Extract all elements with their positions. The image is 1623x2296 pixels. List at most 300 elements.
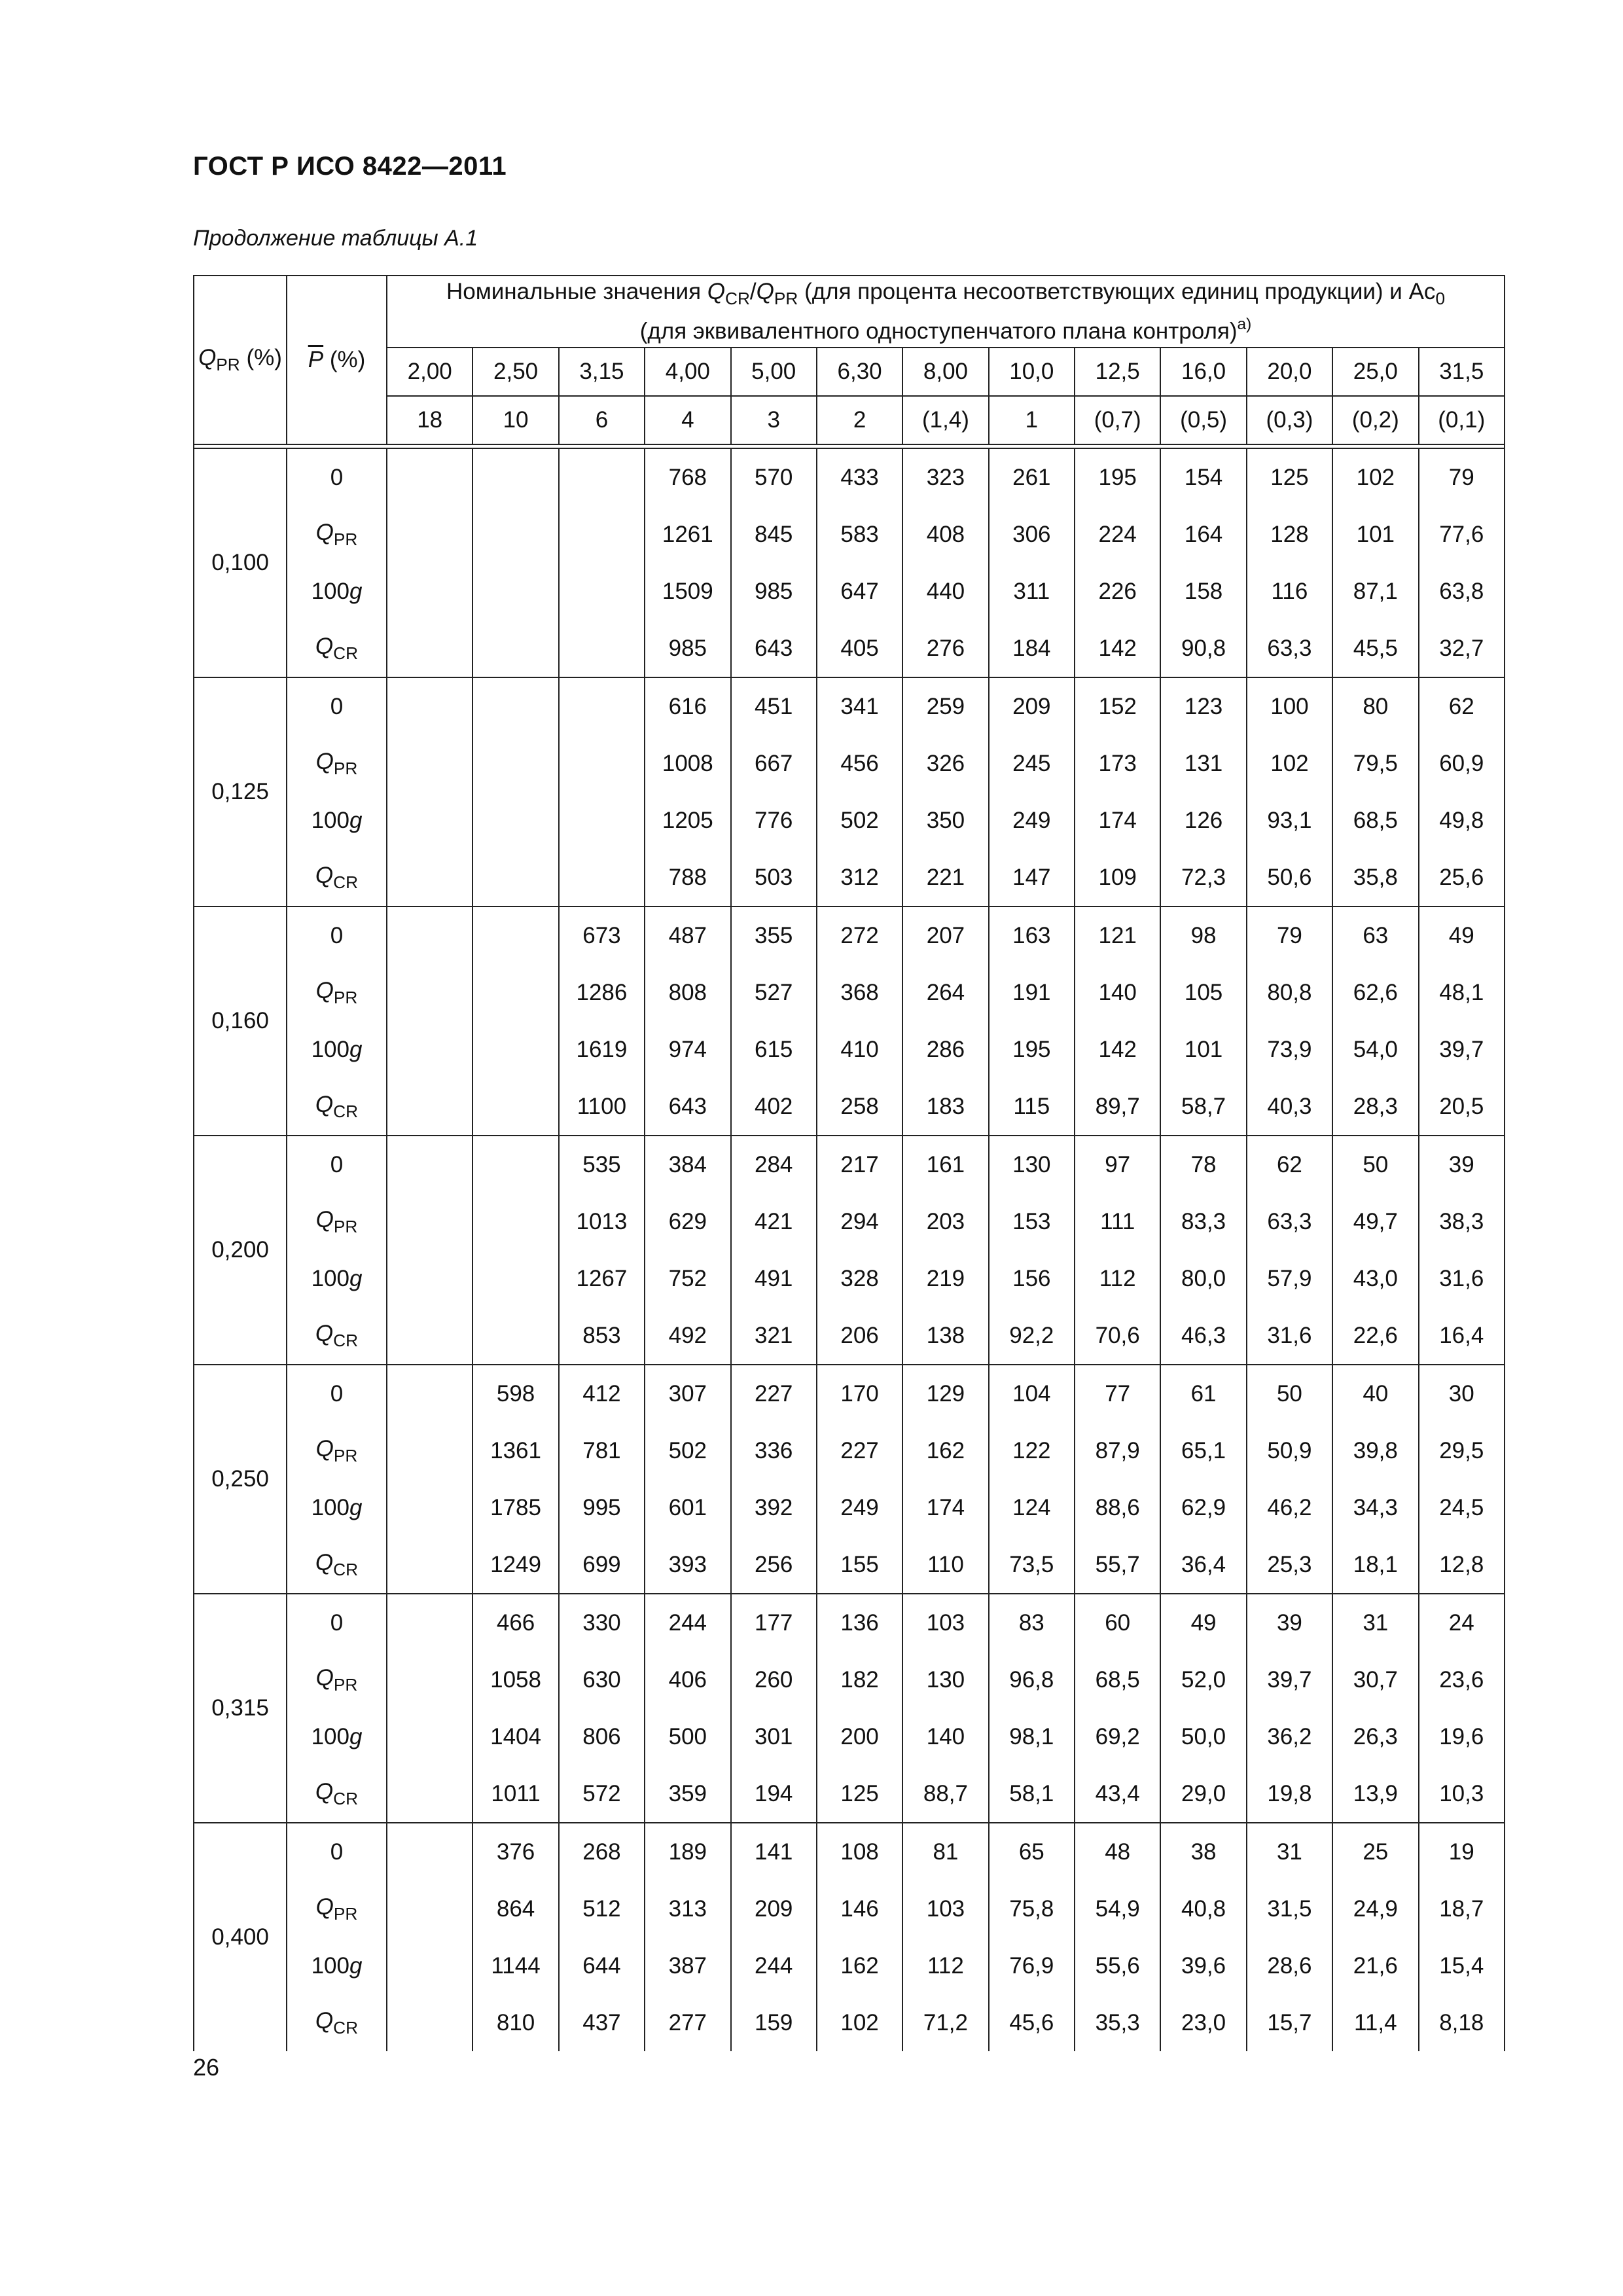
value-cell: 130 — [902, 1651, 988, 1708]
value-cell: 643 — [645, 1078, 730, 1136]
row-label-cell: 100g — [287, 792, 387, 849]
value-cell: 182 — [817, 1651, 902, 1708]
value-cell: 101 — [1160, 1021, 1246, 1078]
value-cell — [387, 1307, 473, 1365]
row-label-cell: $Q_{CR}$ — [287, 620, 387, 677]
value-cell — [387, 1880, 473, 1937]
value-cell: 136 — [817, 1594, 902, 1651]
value-cell: 307 — [645, 1365, 730, 1422]
value-cell: 60 — [1075, 1594, 1160, 1651]
value-cell — [473, 792, 558, 849]
ac-header-cell: (0,3) — [1247, 396, 1332, 444]
value-cell: 170 — [817, 1365, 902, 1422]
value-cell: 63,8 — [1419, 563, 1505, 620]
value-cell: 65,1 — [1160, 1422, 1246, 1479]
value-cell: 18,7 — [1419, 1880, 1505, 1937]
value-cell: 249 — [989, 792, 1075, 849]
value-cell: 355 — [731, 906, 817, 964]
value-cell: 62,9 — [1160, 1479, 1246, 1536]
value-cell: 75,8 — [989, 1880, 1075, 1937]
value-cell: 38 — [1160, 1823, 1246, 1880]
value-cell: 788 — [645, 849, 730, 906]
value-cell: 147 — [989, 849, 1075, 906]
value-cell: 38,3 — [1419, 1193, 1505, 1250]
value-cell: 503 — [731, 849, 817, 906]
row-label-cell: 100g — [287, 1021, 387, 1078]
value-cell: 359 — [645, 1765, 730, 1823]
value-cell: 502 — [817, 792, 902, 849]
value-cell: 79,5 — [1332, 735, 1418, 792]
table-row — [194, 1250, 1505, 1307]
table-row — [194, 1651, 1505, 1708]
value-cell: 1286 — [559, 964, 645, 1021]
value-cell — [559, 506, 645, 563]
value-cell: 699 — [559, 1536, 645, 1594]
value-cell: 173 — [1075, 735, 1160, 792]
value-cell: 328 — [817, 1250, 902, 1307]
value-cell: 12,8 — [1419, 1536, 1505, 1594]
value-cell: 1261 — [645, 506, 730, 563]
table-row — [194, 1365, 1505, 1422]
value-cell: 61 — [1160, 1365, 1246, 1422]
row-label-cell: $Q_{PR}$ — [287, 964, 387, 1021]
value-cell: 58,1 — [989, 1765, 1075, 1823]
value-cell: 1267 — [559, 1250, 645, 1307]
value-cell — [473, 620, 558, 677]
ratio-header-cell: 10,0 — [989, 348, 1075, 396]
table-body — [194, 448, 1505, 2051]
value-cell: 58,7 — [1160, 1078, 1246, 1136]
value-cell: 583 — [817, 506, 902, 563]
value-cell: 433 — [817, 448, 902, 506]
value-cell: 1144 — [473, 1937, 558, 1994]
value-cell: 406 — [645, 1651, 730, 1708]
value-cell: 276 — [902, 620, 988, 677]
value-cell: 46,2 — [1247, 1479, 1332, 1536]
value-cell — [559, 448, 645, 506]
value-cell: 81 — [902, 1823, 988, 1880]
value-cell: 73,5 — [989, 1536, 1075, 1594]
value-cell: 112 — [902, 1937, 988, 1994]
value-cell: 89,7 — [1075, 1078, 1160, 1136]
value-cell: 155 — [817, 1536, 902, 1594]
value-cell: 974 — [645, 1021, 730, 1078]
value-cell: 100 — [1247, 677, 1332, 735]
value-cell: 864 — [473, 1880, 558, 1937]
value-cell: 141 — [731, 1823, 817, 1880]
ratio-header-cell: 12,5 — [1075, 348, 1160, 396]
qpr-group-cell: 0,200 — [194, 1136, 287, 1365]
value-cell — [473, 1250, 558, 1307]
value-cell: 87,1 — [1332, 563, 1418, 620]
value-cell: 62 — [1247, 1136, 1332, 1193]
row-label-cell: 0 — [287, 1594, 387, 1651]
value-cell: 88,7 — [902, 1765, 988, 1823]
value-cell: 125 — [817, 1765, 902, 1823]
value-cell: 294 — [817, 1193, 902, 1250]
row-label-cell: $Q_{PR}$ — [287, 1422, 387, 1479]
value-cell: 83 — [989, 1594, 1075, 1651]
value-cell: 109 — [1075, 849, 1160, 906]
value-cell: 43,0 — [1332, 1250, 1418, 1307]
table-row — [194, 1479, 1505, 1536]
value-cell — [387, 1250, 473, 1307]
ratio-header-cell: 2,50 — [473, 348, 558, 396]
value-cell: 23,6 — [1419, 1651, 1505, 1708]
value-cell — [473, 506, 558, 563]
value-cell: 277 — [645, 1994, 730, 2051]
value-cell: 24,5 — [1419, 1479, 1505, 1536]
value-cell: 18,1 — [1332, 1536, 1418, 1594]
ac-header-cell: 2 — [817, 396, 902, 444]
row-label-cell: 100g — [287, 563, 387, 620]
row-label-cell: $Q_{PR}$ — [287, 1880, 387, 1937]
value-cell: 1013 — [559, 1193, 645, 1250]
value-cell: 57,9 — [1247, 1250, 1332, 1307]
value-cell: 1404 — [473, 1708, 558, 1765]
table-row — [194, 563, 1505, 620]
value-cell: 350 — [902, 792, 988, 849]
ac-header-cell: 3 — [731, 396, 817, 444]
value-cell: 203 — [902, 1193, 988, 1250]
ratio-header-cell: 2,00 — [387, 348, 473, 396]
value-cell: 177 — [731, 1594, 817, 1651]
value-cell: 437 — [559, 1994, 645, 2051]
value-cell: 126 — [1160, 792, 1246, 849]
value-cell: 63,3 — [1247, 620, 1332, 677]
value-cell: 466 — [473, 1594, 558, 1651]
value-cell — [387, 1021, 473, 1078]
value-cell: 336 — [731, 1422, 817, 1479]
table-row — [194, 1594, 1505, 1651]
value-cell: 1785 — [473, 1479, 558, 1536]
value-cell — [473, 448, 558, 506]
ac-header-cell: (0,5) — [1160, 396, 1246, 444]
value-cell: 36,2 — [1247, 1708, 1332, 1765]
value-cell: 163 — [989, 906, 1075, 964]
value-cell: 102 — [1247, 735, 1332, 792]
row-label-cell: 0 — [287, 1823, 387, 1880]
value-cell: 19 — [1419, 1823, 1505, 1880]
value-cell: 10,3 — [1419, 1765, 1505, 1823]
qpr-group-cell: 0,250 — [194, 1365, 287, 1594]
value-cell: 183 — [902, 1078, 988, 1136]
value-cell: 24,9 — [1332, 1880, 1418, 1937]
value-cell: 227 — [731, 1365, 817, 1422]
value-cell: 260 — [731, 1651, 817, 1708]
ratio-header-cell: 6,30 — [817, 348, 902, 396]
value-cell: 1619 — [559, 1021, 645, 1078]
row-label-cell: $Q_{PR}$ — [287, 506, 387, 563]
table-row — [194, 735, 1505, 792]
value-cell: 601 — [645, 1479, 730, 1536]
value-cell: 130 — [989, 1136, 1075, 1193]
value-cell: 341 — [817, 677, 902, 735]
row-label-cell: 0 — [287, 1365, 387, 1422]
data-table — [193, 275, 1505, 2051]
value-cell: 79 — [1247, 906, 1332, 964]
value-cell — [559, 677, 645, 735]
value-cell: 161 — [902, 1136, 988, 1193]
table-row — [194, 1823, 1505, 1880]
value-cell: 62,6 — [1332, 964, 1418, 1021]
value-cell: 156 — [989, 1250, 1075, 1307]
value-cell: 70,6 — [1075, 1307, 1160, 1365]
table-row — [194, 1078, 1505, 1136]
value-cell: 412 — [559, 1365, 645, 1422]
value-cell: 65 — [989, 1823, 1075, 1880]
row-label-cell: $Q_{CR}$ — [287, 1307, 387, 1365]
value-cell: 224 — [1075, 506, 1160, 563]
value-cell — [559, 792, 645, 849]
qpr-group-cell: 0,125 — [194, 677, 287, 906]
value-cell: 83,3 — [1160, 1193, 1246, 1250]
value-cell — [387, 1365, 473, 1422]
value-cell: 39,7 — [1419, 1021, 1505, 1078]
value-cell: 50,9 — [1247, 1422, 1332, 1479]
value-cell: 312 — [817, 849, 902, 906]
value-cell: 76,9 — [989, 1937, 1075, 1994]
table-row — [194, 1994, 1505, 2051]
value-cell: 142 — [1075, 620, 1160, 677]
value-cell: 111 — [1075, 1193, 1160, 1250]
value-cell: 71,2 — [902, 1994, 988, 2051]
value-cell: 326 — [902, 735, 988, 792]
value-cell: 131 — [1160, 735, 1246, 792]
ac-header-cell: 4 — [645, 396, 730, 444]
value-cell: 60,9 — [1419, 735, 1505, 792]
value-cell: 1205 — [645, 792, 730, 849]
value-cell: 35,3 — [1075, 1994, 1160, 2051]
table-row — [194, 1880, 1505, 1937]
value-cell: 1249 — [473, 1536, 558, 1594]
value-cell: 35,8 — [1332, 849, 1418, 906]
value-cell: 527 — [731, 964, 817, 1021]
value-cell: 102 — [817, 1994, 902, 2051]
value-cell: 301 — [731, 1708, 817, 1765]
value-cell: 49,7 — [1332, 1193, 1418, 1250]
value-cell: 31 — [1332, 1594, 1418, 1651]
value-cell: 19,6 — [1419, 1708, 1505, 1765]
value-cell — [387, 1479, 473, 1536]
value-cell: 103 — [902, 1594, 988, 1651]
table-row — [194, 1136, 1505, 1193]
value-cell: 80,0 — [1160, 1250, 1246, 1307]
value-cell: 25,3 — [1247, 1536, 1332, 1594]
value-cell — [559, 735, 645, 792]
value-cell — [473, 906, 558, 964]
table-row — [194, 1937, 1505, 1994]
value-cell: 195 — [1075, 448, 1160, 506]
value-cell: 570 — [731, 448, 817, 506]
value-cell: 31,6 — [1247, 1307, 1332, 1365]
value-cell: 492 — [645, 1307, 730, 1365]
value-cell: 125 — [1247, 448, 1332, 506]
row-label-cell: 0 — [287, 677, 387, 735]
value-cell — [559, 563, 645, 620]
value-cell: 153 — [989, 1193, 1075, 1250]
value-cell: 30 — [1419, 1365, 1505, 1422]
value-cell: 487 — [645, 906, 730, 964]
value-cell: 39 — [1419, 1136, 1505, 1193]
value-cell: 256 — [731, 1536, 817, 1594]
value-cell: 376 — [473, 1823, 558, 1880]
value-cell — [473, 964, 558, 1021]
row-label-cell: 100g — [287, 1937, 387, 1994]
value-cell: 110 — [902, 1536, 988, 1594]
value-cell: 15,7 — [1247, 1994, 1332, 2051]
value-cell: 73,9 — [1247, 1021, 1332, 1078]
value-cell: 174 — [1075, 792, 1160, 849]
value-cell: 55,7 — [1075, 1536, 1160, 1594]
value-cell — [473, 735, 558, 792]
table-row — [194, 506, 1505, 563]
document-header: ГОСТ Р ИСО 8422—2011 — [193, 152, 507, 181]
ac-header-cell: (0,2) — [1332, 396, 1418, 444]
value-cell: 50,6 — [1247, 849, 1332, 906]
value-cell: 77 — [1075, 1365, 1160, 1422]
value-cell: 54,9 — [1075, 1880, 1160, 1937]
table-row — [194, 792, 1505, 849]
value-cell: 313 — [645, 1880, 730, 1937]
value-cell — [387, 1994, 473, 2051]
value-cell: 50 — [1332, 1136, 1418, 1193]
value-cell: 40,8 — [1160, 1880, 1246, 1937]
value-cell: 48,1 — [1419, 964, 1505, 1021]
row-label-cell: 100g — [287, 1479, 387, 1536]
value-cell: 25,6 — [1419, 849, 1505, 906]
value-cell: 393 — [645, 1536, 730, 1594]
value-cell: 31 — [1247, 1823, 1332, 1880]
value-cell: 69,2 — [1075, 1708, 1160, 1765]
value-cell: 13,9 — [1332, 1765, 1418, 1823]
value-cell: 101 — [1332, 506, 1418, 563]
value-cell — [387, 792, 473, 849]
value-cell: 49 — [1419, 906, 1505, 964]
value-cell: 77,6 — [1419, 506, 1505, 563]
value-cell: 644 — [559, 1937, 645, 1994]
table-row — [194, 1021, 1505, 1078]
value-cell: 221 — [902, 849, 988, 906]
value-cell: 80 — [1332, 677, 1418, 735]
row-label-cell: $Q_{PR}$ — [287, 1651, 387, 1708]
value-cell: 72,3 — [1160, 849, 1246, 906]
value-cell: 311 — [989, 563, 1075, 620]
value-cell: 46,3 — [1160, 1307, 1246, 1365]
value-cell — [473, 849, 558, 906]
row-label-cell: $Q_{PR}$ — [287, 735, 387, 792]
value-cell — [387, 1136, 473, 1193]
row-label-cell: $Q_{CR}$ — [287, 1765, 387, 1823]
value-cell: 19,8 — [1247, 1765, 1332, 1823]
value-cell: 32,7 — [1419, 620, 1505, 677]
value-cell — [473, 1021, 558, 1078]
row-label-cell: $Q_{CR}$ — [287, 849, 387, 906]
table-row — [194, 620, 1505, 677]
ratio-header-cell: 8,00 — [902, 348, 988, 396]
value-cell: 138 — [902, 1307, 988, 1365]
value-cell — [387, 1651, 473, 1708]
ac-header-cell: 1 — [989, 396, 1075, 444]
value-cell: 68,5 — [1075, 1651, 1160, 1708]
value-cell: 50 — [1247, 1365, 1332, 1422]
value-cell: 402 — [731, 1078, 817, 1136]
value-cell: 810 — [473, 1994, 558, 2051]
value-cell: 79 — [1419, 448, 1505, 506]
table-row — [194, 964, 1505, 1021]
row-label-cell: 0 — [287, 1136, 387, 1193]
value-cell: 26,3 — [1332, 1708, 1418, 1765]
value-cell: 323 — [902, 448, 988, 506]
value-cell — [387, 1193, 473, 1250]
value-cell: 11,4 — [1332, 1994, 1418, 2051]
table-row — [194, 906, 1505, 964]
value-cell: 268 — [559, 1823, 645, 1880]
value-cell: 227 — [817, 1422, 902, 1479]
ac-header-cell: (0,7) — [1075, 396, 1160, 444]
value-cell — [387, 735, 473, 792]
value-cell — [387, 1765, 473, 1823]
value-cell: 174 — [902, 1479, 988, 1536]
value-cell: 124 — [989, 1479, 1075, 1536]
table-row — [194, 1765, 1505, 1823]
value-cell: 49,8 — [1419, 792, 1505, 849]
value-cell: 31,5 — [1247, 1880, 1332, 1937]
page-number: 26 — [193, 2054, 220, 2081]
value-cell — [387, 906, 473, 964]
table-row — [194, 677, 1505, 735]
value-cell: 845 — [731, 506, 817, 563]
ratio-header-cell: 5,00 — [731, 348, 817, 396]
value-cell: 598 — [473, 1365, 558, 1422]
ratio-header-row — [194, 348, 1505, 396]
value-cell: 806 — [559, 1708, 645, 1765]
value-cell: 25 — [1332, 1823, 1418, 1880]
ratio-header-cell: 25,0 — [1332, 348, 1418, 396]
value-cell: 321 — [731, 1307, 817, 1365]
ratio-header-cell: 4,00 — [645, 348, 730, 396]
value-cell: 184 — [989, 620, 1075, 677]
table-row — [194, 849, 1505, 906]
value-cell: 55,6 — [1075, 1937, 1160, 1994]
value-cell: 116 — [1247, 563, 1332, 620]
value-cell: 491 — [731, 1250, 817, 1307]
value-cell: 512 — [559, 1880, 645, 1937]
value-cell: 1361 — [473, 1422, 558, 1479]
qpr-group-cell: 0,400 — [194, 1823, 287, 2051]
value-cell: 39,7 — [1247, 1651, 1332, 1708]
ratio-header-cell: 20,0 — [1247, 348, 1332, 396]
value-cell: 259 — [902, 677, 988, 735]
value-cell: 244 — [645, 1594, 730, 1651]
value-cell: 43,4 — [1075, 1765, 1160, 1823]
value-cell — [387, 506, 473, 563]
value-cell: 200 — [817, 1708, 902, 1765]
value-cell: 62 — [1419, 677, 1505, 735]
value-cell: 50,0 — [1160, 1708, 1246, 1765]
value-cell: 152 — [1075, 677, 1160, 735]
value-cell: 629 — [645, 1193, 730, 1250]
value-cell: 272 — [817, 906, 902, 964]
value-cell: 808 — [645, 964, 730, 1021]
value-cell: 647 — [817, 563, 902, 620]
value-cell: 1509 — [645, 563, 730, 620]
value-cell — [473, 563, 558, 620]
table-row — [194, 1708, 1505, 1765]
value-cell: 226 — [1075, 563, 1160, 620]
value-cell: 421 — [731, 1193, 817, 1250]
value-cell: 1011 — [473, 1765, 558, 1823]
